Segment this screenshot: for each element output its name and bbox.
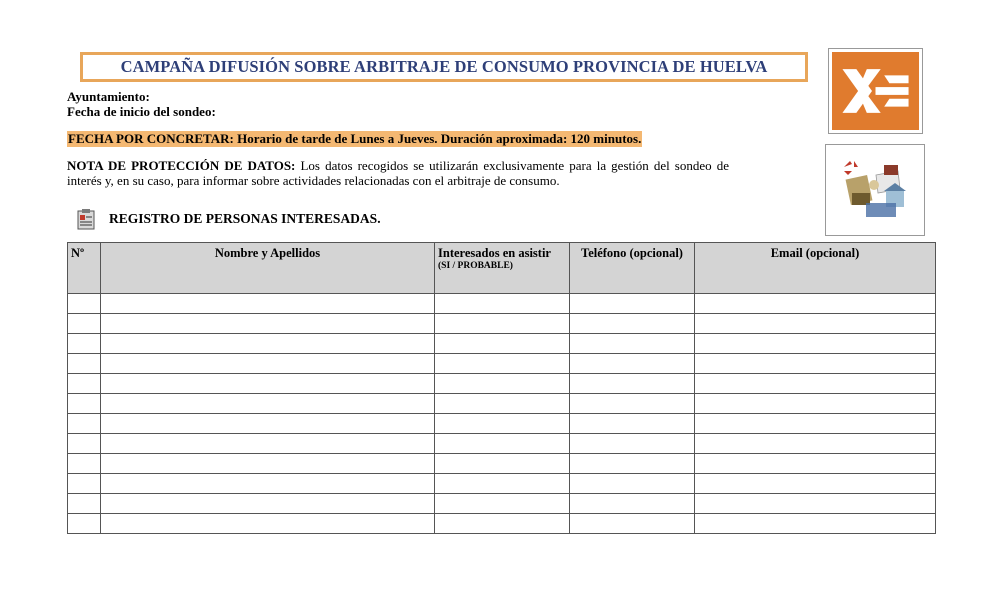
- table-row: [68, 494, 936, 514]
- cell-telefono[interactable]: [570, 514, 695, 534]
- header-interesados-sub: (SI / PROBABLE): [438, 261, 513, 271]
- cell-email[interactable]: [695, 294, 936, 314]
- cell-email[interactable]: [695, 514, 936, 534]
- nota-proteccion-datos: [67, 158, 729, 188]
- cell-interesados[interactable]: [435, 434, 570, 454]
- cell-num[interactable]: [68, 334, 101, 354]
- cell-interesados[interactable]: [435, 294, 570, 314]
- cell-email[interactable]: [695, 374, 936, 394]
- table-row: [68, 354, 936, 374]
- table-row: [68, 294, 936, 314]
- cell-interesados[interactable]: [435, 494, 570, 514]
- cell-telefono[interactable]: [570, 294, 695, 314]
- fecha-inicio-label: Fecha de inicio del sondeo:: [67, 104, 216, 119]
- cell-num[interactable]: [68, 354, 101, 374]
- ayuntamiento-label: Ayuntamiento:: [67, 89, 150, 104]
- cell-num[interactable]: [68, 374, 101, 394]
- logo-frame: [828, 48, 923, 134]
- cell-num[interactable]: [68, 474, 101, 494]
- cell-telefono[interactable]: [570, 434, 695, 454]
- cell-interesados[interactable]: [435, 354, 570, 374]
- table-header-row: [68, 243, 936, 294]
- document-title: CAMPAÑA DIFUSIÓN SOBRE ARBITRAJE DE CONSUMO PROVINCIA DE HUELVA: [80, 52, 808, 82]
- table-row: [68, 454, 936, 474]
- fecha-highlight: FECHA POR CONCRETAR: Horario de tarde de Lunes a Jueves. Duración aproximada: 120 minutos.: [68, 131, 642, 146]
- cell-email[interactable]: [695, 494, 936, 514]
- cell-telefono[interactable]: [570, 374, 695, 394]
- cell-telefono[interactable]: [570, 474, 695, 494]
- table-row: [68, 314, 936, 334]
- nota-label: NOTA DE PROTECCIÓN DE DATOS:: [67, 158, 296, 173]
- cell-nombre[interactable]: [101, 334, 435, 354]
- cell-interesados[interactable]: [435, 334, 570, 354]
- cell-email[interactable]: [695, 334, 936, 354]
- cell-nombre[interactable]: [101, 454, 435, 474]
- cell-email[interactable]: [695, 314, 936, 334]
- cell-email[interactable]: [695, 434, 936, 454]
- registro-title: REGISTRO DE PERSONAS INTERESADAS.: [109, 211, 381, 226]
- table-row: [68, 374, 936, 394]
- cell-nombre[interactable]: [101, 414, 435, 434]
- cell-telefono[interactable]: [570, 494, 695, 514]
- cell-num[interactable]: [68, 394, 101, 414]
- cell-interesados[interactable]: [435, 314, 570, 334]
- cell-telefono[interactable]: [570, 314, 695, 334]
- cell-num[interactable]: [68, 414, 101, 434]
- cell-nombre[interactable]: [101, 354, 435, 374]
- cell-telefono[interactable]: [570, 334, 695, 354]
- cell-telefono[interactable]: [570, 454, 695, 474]
- table-row: [68, 514, 936, 534]
- table-row: [68, 434, 936, 454]
- cell-telefono[interactable]: [570, 394, 695, 414]
- table-body: [68, 294, 936, 534]
- cell-nombre[interactable]: [101, 514, 435, 534]
- cell-nombre[interactable]: [101, 394, 435, 414]
- nota-text: Los datos recogidos se utilizarán exclusivamente para la gestión del sondeo de interés y, en su caso, para informar sobre actividades relacionadas con el arbitraje de consumo.: [67, 158, 729, 188]
- cell-num[interactable]: [68, 494, 101, 514]
- consumer-clipart-frame: [825, 144, 925, 236]
- cell-num[interactable]: [68, 434, 101, 454]
- cell-telefono[interactable]: [570, 414, 695, 434]
- cell-email[interactable]: [695, 414, 936, 434]
- cell-interesados[interactable]: [435, 474, 570, 494]
- table-row: [68, 394, 936, 414]
- header-nombre: Nombre y Apellidos: [101, 243, 435, 294]
- cell-nombre[interactable]: [101, 294, 435, 314]
- cell-email[interactable]: [695, 474, 936, 494]
- cell-num[interactable]: [68, 294, 101, 314]
- clipboard-icon: [75, 208, 97, 230]
- cell-num[interactable]: [68, 314, 101, 334]
- cell-telefono[interactable]: [570, 354, 695, 374]
- header-interesados-label: Interesados en asistir: [438, 246, 551, 260]
- cell-nombre[interactable]: [101, 474, 435, 494]
- header-interesados: [435, 243, 570, 294]
- header-telefono: Teléfono (opcional): [570, 243, 695, 294]
- cell-nombre[interactable]: [101, 434, 435, 454]
- cell-interesados[interactable]: [435, 414, 570, 434]
- table-row: [68, 334, 936, 354]
- cell-nombre[interactable]: [101, 374, 435, 394]
- arbitraje-logo-icon: [832, 52, 919, 130]
- consumer-clipart-icon: [826, 145, 924, 235]
- cell-num[interactable]: [68, 454, 101, 474]
- cell-interesados[interactable]: [435, 514, 570, 534]
- table-row: [68, 414, 936, 434]
- cell-nombre[interactable]: [101, 314, 435, 334]
- registro-table: [67, 242, 936, 534]
- cell-interesados[interactable]: [435, 394, 570, 414]
- cell-interesados[interactable]: [435, 454, 570, 474]
- cell-num[interactable]: [68, 514, 101, 534]
- cell-email[interactable]: [695, 394, 936, 414]
- table-row: [68, 474, 936, 494]
- cell-email[interactable]: [695, 454, 936, 474]
- header-num: Nº: [68, 243, 101, 294]
- cell-interesados[interactable]: [435, 374, 570, 394]
- cell-nombre[interactable]: [101, 494, 435, 514]
- cell-email[interactable]: [695, 354, 936, 374]
- registro-heading: [75, 208, 381, 230]
- header-email: Email (opcional): [695, 243, 936, 294]
